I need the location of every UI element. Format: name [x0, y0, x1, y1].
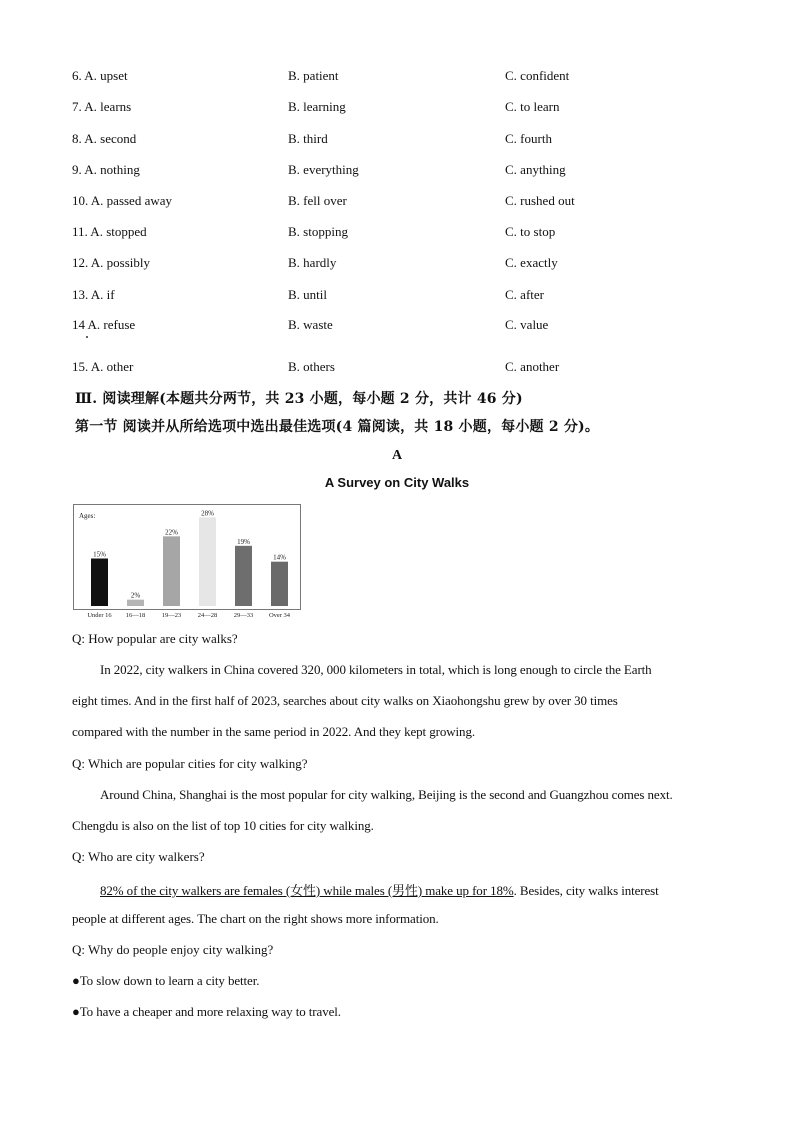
option-a: 8. A. second — [72, 131, 137, 146]
option-b: B. third — [288, 131, 328, 146]
option-row — [72, 359, 732, 377]
option-c: C. exactly — [505, 255, 558, 270]
option-a: 12. A. possibly — [72, 255, 151, 270]
passage-letter: A — [391, 448, 403, 463]
part-heading: 第一节 阅读并从所给选项中选出最佳选项(4 篇阅读，共 18 小题，每小题 2 分)。 — [75, 419, 600, 435]
option-c: C. to learn — [505, 99, 560, 114]
tick-label: 16—18 — [125, 612, 146, 619]
question-1: Q: How popular are city walks? — [72, 631, 238, 646]
option-c: C. anything — [505, 162, 566, 177]
passage-title: A Survey on City Walks — [324, 475, 470, 490]
option-c: C. another — [505, 359, 560, 374]
option-b: B. stopping — [288, 224, 348, 239]
section-heading: Ⅲ. 阅读理解(本题共分两节，共 23 小题，每小题 2 分，共计 46 分) — [75, 391, 523, 407]
chart-bar — [271, 562, 288, 606]
option-b: B. everything — [288, 162, 359, 177]
bullet-item: ●To have a cheaper and more relaxing way to travel. — [72, 1004, 341, 1019]
age-bar-chart — [73, 504, 301, 622]
chart-bar — [91, 559, 108, 607]
option-c: C. rushed out — [505, 193, 575, 208]
option-a: 15. A. other — [72, 359, 134, 374]
chart-title: Ages: — [79, 512, 96, 520]
option-row — [72, 131, 732, 149]
option-b: B. learning — [288, 99, 346, 114]
data-label: 14% — [273, 553, 286, 562]
question-2: Q: Which are popular cities for city walking? — [72, 756, 308, 771]
option-b: B. hardly — [288, 255, 337, 270]
data-label: 28% — [201, 509, 214, 518]
option-a: 10. A. passed away — [72, 193, 173, 208]
option-row — [72, 162, 732, 180]
underlined-sentence: 82% of the city walkers are females (女性) while males (男性) make up for 18% — [100, 883, 514, 898]
stray-mark — [86, 336, 88, 338]
data-label: 15% — [93, 550, 106, 559]
chart-bar — [199, 517, 216, 606]
paragraph-3-line-1 — [100, 880, 659, 899]
tick-label: Over 34 — [268, 612, 291, 619]
tick-label: Under 16 — [87, 612, 112, 619]
option-b: B. others — [288, 359, 335, 374]
option-row — [72, 193, 732, 211]
option-a: 9. A. nothing — [72, 162, 140, 177]
chart-bar — [235, 546, 252, 606]
option-a: 14 A. refuse — [72, 317, 136, 332]
option-c: C. value — [505, 317, 549, 332]
option-row — [72, 99, 732, 117]
tick-label: 19—23 — [161, 612, 182, 619]
data-label: 22% — [165, 528, 178, 537]
option-a: 11. A. stopped — [72, 224, 147, 239]
tick-label: 24—28 — [197, 612, 218, 619]
option-b: B. waste — [288, 317, 333, 332]
option-a: 6. A. upset — [72, 68, 128, 83]
option-row — [72, 255, 732, 273]
data-label: 19% — [237, 537, 250, 546]
paragraph-1-line-3: compared with the number in the same period in 2022. And they kept growing. — [72, 724, 475, 739]
chart-bar — [163, 536, 180, 606]
option-c: C. after — [505, 287, 544, 302]
paragraph-1-line-1: In 2022, city walkers in China covered 320, 000 kilometers in total, which is long enough to circle the Earth — [100, 662, 652, 677]
option-b: B. patient — [288, 68, 339, 83]
option-row — [72, 287, 732, 305]
bullet-item: ●To slow down to learn a city better. — [72, 973, 260, 988]
option-c: C. to stop — [505, 224, 556, 239]
option-b: B. fell over — [288, 193, 347, 208]
option-row — [72, 224, 732, 242]
option-a: 13. A. if — [72, 287, 115, 302]
paragraph-3-line-2: people at different ages. The chart on the right shows more information. — [72, 911, 439, 926]
option-row — [72, 317, 732, 335]
question-3: Q: Who are city walkers? — [72, 849, 205, 864]
tick-label: 29—33 — [233, 612, 254, 619]
paragraph-2-line-1: Around China, Shanghai is the most popular for city walking, Beijing is the second and Guangzhou comes next. — [100, 787, 673, 802]
option-row — [72, 68, 732, 86]
option-b: B. until — [288, 287, 328, 302]
data-label: 2% — [130, 591, 141, 600]
option-a: 7. A. learns — [72, 99, 132, 114]
option-c: C. confident — [505, 68, 570, 83]
paragraph-2-line-2: Chengdu is also on the list of top 10 cities for city walking. — [72, 818, 374, 833]
chart-bar — [127, 600, 144, 606]
option-c: C. fourth — [505, 131, 552, 146]
question-4: Q: Why do people enjoy city walking? — [72, 942, 274, 957]
paragraph-3-continuation: . Besides, city walks interest — [513, 883, 659, 898]
paragraph-1-line-2: eight times. And in the first half of 2023, searches about city walks on Xiaohongshu grew by over 30 times — [72, 693, 618, 708]
